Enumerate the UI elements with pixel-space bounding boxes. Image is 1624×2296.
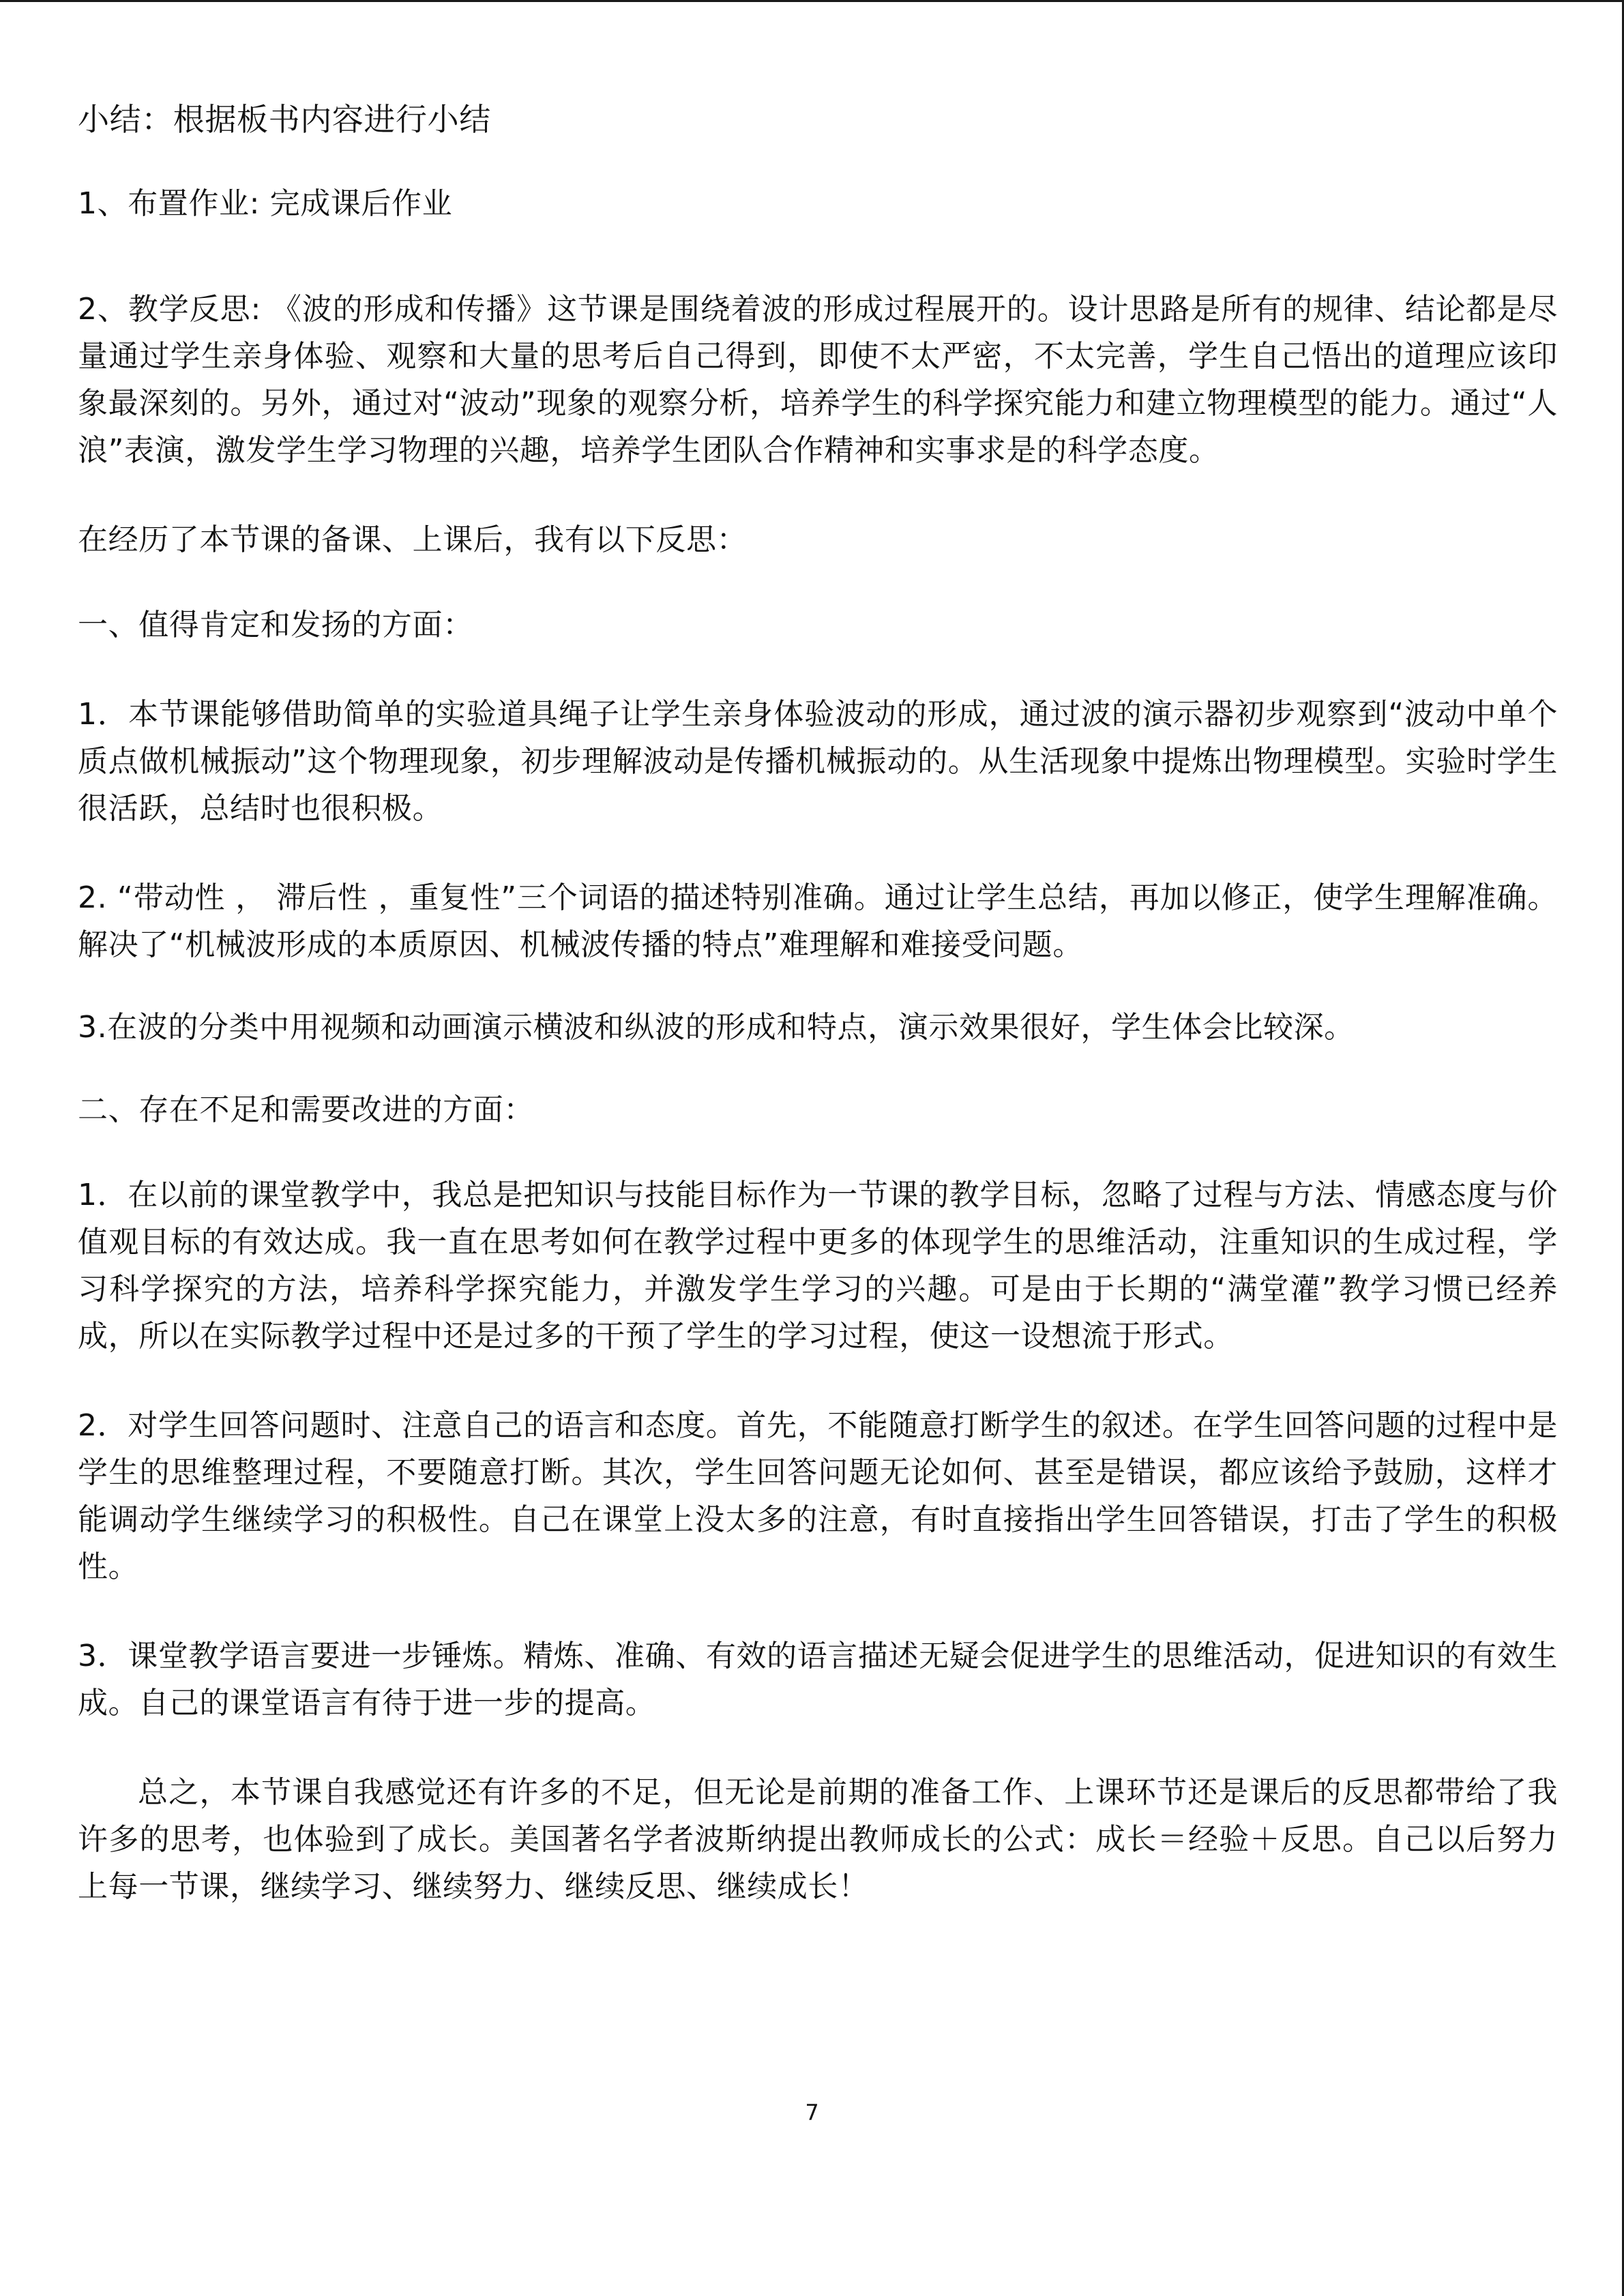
strength-item-2: 2. “带动性 ， 滞后性 ，重复性”三个词语的描述特别准确。通过让学生总结，再加以修正，使学生理解准确。解决了“机械波形成的本质原因、机械波传播的特点”难理解和难接受问题。 xyxy=(78,880,1558,962)
conclusion-paragraph: 总之，本节课自我感觉还有许多的不足，但无论是前期的准备工作、上课环节还是课后的反思都带给了我许多的思考，也体验到了成长。美国著名学者波斯纳提出教师成长的公式：成长＝经验＋反思。自己以后努力上每一节课，继续学习、继续努力、继续反思、继续成长！ xyxy=(78,1775,1558,1904)
reflection-intro: 在经历了本节课的备课、上课后，我有以下反思： xyxy=(78,522,748,557)
summary-heading: 小结：根据板书内容进行小结 xyxy=(78,101,491,138)
section-heading-improvements: 二、存在不足和需要改进的方面： xyxy=(78,1092,534,1127)
strength-item-3: 3.在波的分类中用视频和动画演示横波和纵波的形成和特点，演示效果很好，学生体会比较深。 xyxy=(78,1010,1355,1045)
strength-item-1: 1．本节课能够借助简单的实验道具绳子让学生亲身体验波动的形成，通过波的演示器初步观察到“波动中单个质点做机械振动”这个物理现象，初步理解波动是传播机械振动的。从生活现象中提炼出物理模型。实验时学生很活跃，总结时也很积极。 xyxy=(78,697,1558,826)
document-body xyxy=(78,95,1558,1910)
section-heading-strengths: 一、值得肯定和发扬的方面： xyxy=(78,608,473,642)
improvement-item-3: 3．课堂教学语言要进一步锤炼。精炼、准确、有效的语言描述无疑会促进学生的思维活动，促进知识的有效生成。自己的课堂语言有待于进一步的提高。 xyxy=(78,1639,1558,1720)
page-number: 7 xyxy=(805,2100,819,2126)
improvement-item-2: 2．对学生回答问题时、注意自己的语言和态度。首先，不能随意打断学生的叙述。在学生回答问题的过程中是学生的思维整理过程，不要随意打断。其次，学生回答问题无论如何、甚至是错误，都应该给予鼓励，这样才能调动学生继续学习的积极性。自己在课堂上没太多的注意，有时直接指出学生回答错误，打击了学生的积极性。 xyxy=(78,1408,1558,1584)
improvement-item-1: 1．在以前的课堂教学中，我总是把知识与技能目标作为一节课的教学目标，忽略了过程与方法、情感态度与价值观目标的有效达成。我一直在思考如何在教学过程中更多的体现学生的思维活动，注重知识的生成过程，学习科学探究的方法，培养科学探究能力，并激发学生学习的兴趣。可是由于长期的“满堂灌”教学习惯已经养成，所以在实际教学过程中还是过多的干预了学生的学习过程，使这一设想流于形式。 xyxy=(78,1178,1558,1354)
homework-assignment: 1、布置作业: 完成课后作业 xyxy=(78,186,453,221)
page-border-top xyxy=(0,0,1624,2)
teaching-reflection-paragraph: 2、教学反思: 《波的形成和传播》这节课是围绕着波的形成过程展开的。设计思路是所有的规律、结论都是尽量通过学生亲身体验、观察和大量的思考后自己得到，即使不太严密，不太完善，学生自己悟出的道理应该印象最深刻的。另外，通过对“波动”现象的观察分析，培养学生的科学探究能力和建立物理模型的能力。通过“人浪”表演，激发学生学习物理的兴趣，培养学生团队合作精神和实事求是的科学态度。 xyxy=(78,292,1558,468)
